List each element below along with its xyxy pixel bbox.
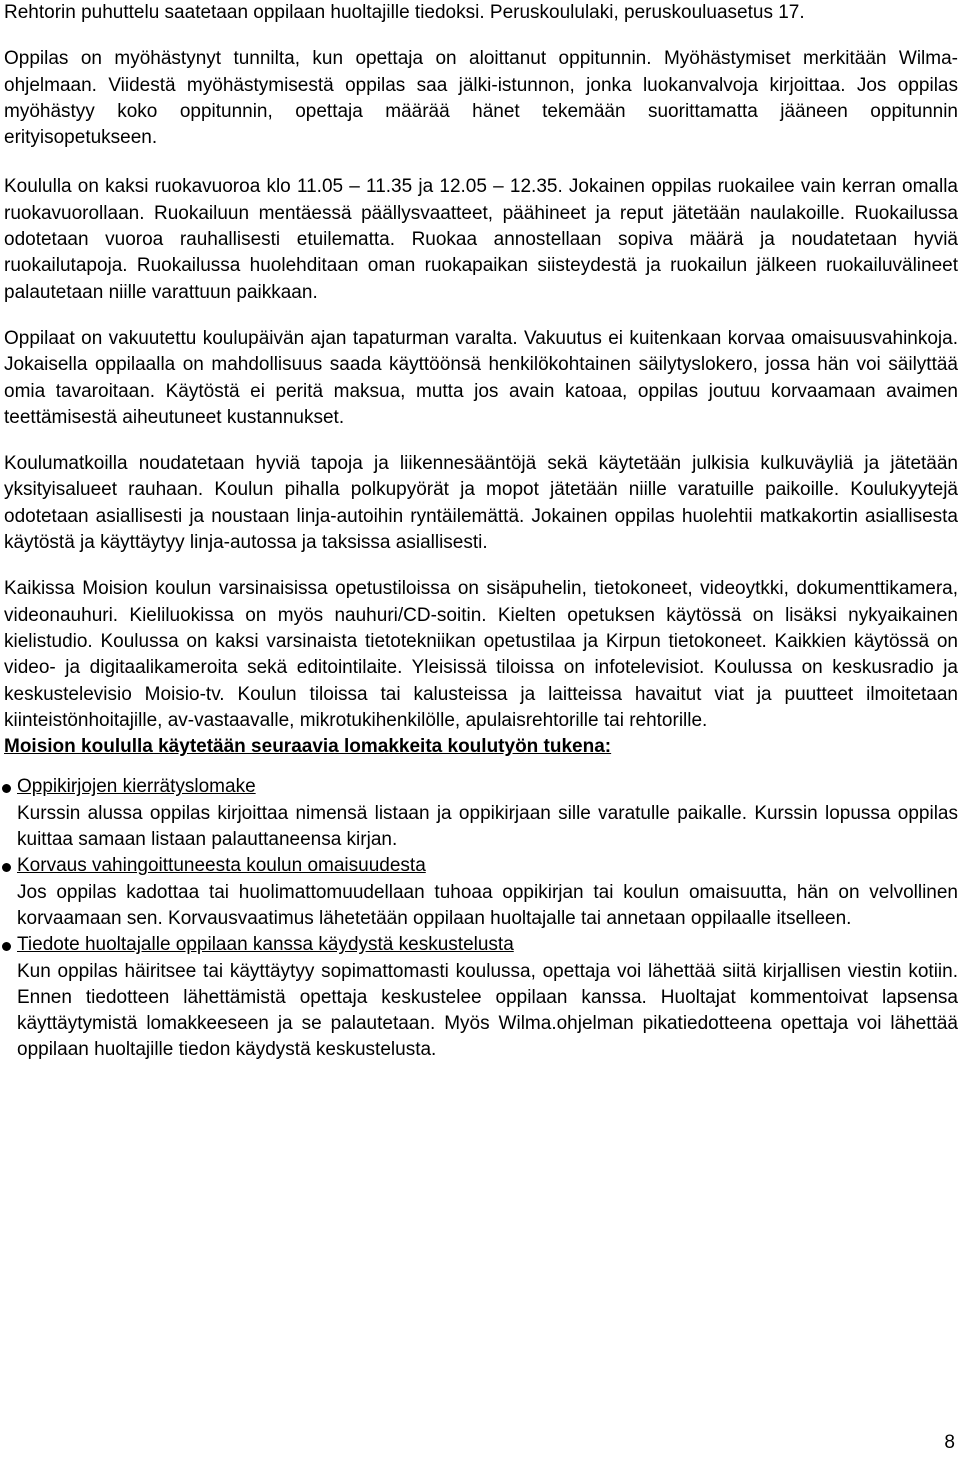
- form-title: Tiedote huoltajalle oppilaan kanssa käydystä keskustelusta: [17, 934, 514, 956]
- paragraph-equipment: Kaikissa Moision koulun varsinaisissa opetustiloissa on sisäpuhelin, tietokoneet, videoytkki, dokumenttikamera, videonauhuri. Kieliluokissa on myös nauhuri/CD-soitin. Kielten opetuksen käytössä on lisäksi nykyaikainen kielistudio. Koulussa on kaksi varsinaista tietotekniikan opetustilaa ja Kirpun tietokoneet. Kaikkien käytössä on video- ja digitaalikameroita sekä editointilaite. Yleisissä tiloissa on infotelevisiot. Koulussa on keskusradio ja keskustelevisio Moisio-tv. Koulun tiloissa tai kalusteissa ja laitteissa havaitut viat ja puutteet ilmoitetaan kiinteistönhoitajille, av-vastaavalle, mikrotukihenkilölle, apulaisrehtorille tai rehtorille.: [4, 578, 958, 731]
- paragraph-commute: Koulumatkoilla noudatetaan hyviä tapoja ja liikennesääntöjä sekä käytetään julkisia kulkuväyliä ja jätetään yksityisalueet rauhaan. Koulun pihalla polkupyörät ja mopot jätetään niille varatuille paikoille. Koulukyytejä odotetaan asiallisesti ja noustaan linja-autoihin ryntäilemättä. Jokainen oppilas huolehtii matkakortin asiallisesta käytöstä ja käyttäytyy linja-autossa ja taksissa asiallisesti.: [4, 453, 958, 554]
- list-item: [4, 932, 958, 1063]
- bullet-icon: [2, 863, 11, 872]
- paragraph-lunch: Koululla on kaksi ruokavuoroa klo 11.05 – 11.35 ja 12.05 – 12.35. Jokainen oppilas ruokailee vain kerran omalla ruokavuorollaan. Ruokailuun mentäessä päällysvaatteet, päähineet ja reput jätetään naulakoille. Ruokailussa odotetaan vuoroa rauhallisesti etuilematta. Ruokaa annostellaan sopiva määrä ja noudatetaan hyviä ruokailutapoja. Ruokailussa huolehditaan oman ruokapaikan siisteydestä ja ruokailun jälkeen ruokailuvälineet palautetaan niille varattuun paikkaan.: [4, 176, 958, 303]
- list-item: [4, 853, 958, 932]
- bullet-icon: [2, 784, 11, 793]
- paragraph-lateness: Oppilas on myöhästynyt tunnilta, kun opettaja on aloittanut oppitunnin. Myöhästymiset merkitään Wilma-ohjelmaan. Viidestä myöhästymisestä oppilas saa jälki-istunnon, jonka luokanvalvoja kirjoittaa. Jos oppilas myöhästyy koko oppitunnin, opettaja määrää hänet tekemään suorittamatta jääneen oppitunnin erityisopetukseen.: [4, 48, 958, 149]
- document-page: [4, 0, 958, 1064]
- form-description: Kun oppilas häiritsee tai käyttäytyy sopimattomasti koulussa, opettaja voi lähettää siitä kirjallisen viestin kotiin. Ennen tiedotteen lähettämistä opettaja keskustelee oppilaan kanssa. Huoltajat kommentoivat lapsensa käyttäytymistä lomakkeeseen ja se palautetaan. Myös Wilma.ohjelman pikatiedotteena opettaja voi lähettää oppilaan huoltajille tiedon käydystä keskustelusta.: [17, 960, 958, 1061]
- paragraph-insurance: Oppilaat on vakuutettu koulupäivän ajan tapaturman varalta. Vakuutus ei kuitenkaan korvaa omaisuusvahinkoja. Jokaisella oppilaalla on mahdollisuus saada käyttöönsä henkilökohtainen säilytyslokero, jossa hän voi säilyttää omia tavaroitaan. Käytöstä ei peritä maksua, mutta jos avain katoaa, oppilas joutuu korvaamaan avaimen teettämisestä aiheutuneet kustannukset.: [4, 327, 958, 428]
- list-item: [4, 774, 958, 853]
- form-title: Korvaus vahingoittuneesta koulun omaisuudesta: [17, 855, 426, 877]
- form-description: Jos oppilas kadottaa tai huolimattomuudellaan tuhoaa oppikirjan tai koulun omaisuutta, hän on velvollinen korvaamaan sen. Korvausvaatimus lähetetään oppilaan huoltajalle tai annetaan oppilaalle itselleen.: [17, 881, 958, 929]
- forms-list: [4, 774, 958, 1063]
- form-description: Kurssin alussa oppilas kirjoittaa nimensä listaan ja oppikirjaan sille varatulle paikalle. Kurssin lopussa oppilas kuittaa samaan listaan palauttaneensa kirjan.: [17, 802, 958, 851]
- forms-heading: Moision koululla käytetään seuraavia lomakkeita koulutyön tukena:: [4, 736, 612, 758]
- form-title: Oppikirjojen kierrätyslomake: [17, 776, 256, 798]
- bullet-icon: [2, 942, 11, 951]
- page-number: 8: [944, 1432, 955, 1453]
- paragraph-principal-talk: Rehtorin puhuttelu saatetaan oppilaan huoltajille tiedoksi. Peruskoululaki, peruskouluasetus 17.: [4, 2, 805, 23]
